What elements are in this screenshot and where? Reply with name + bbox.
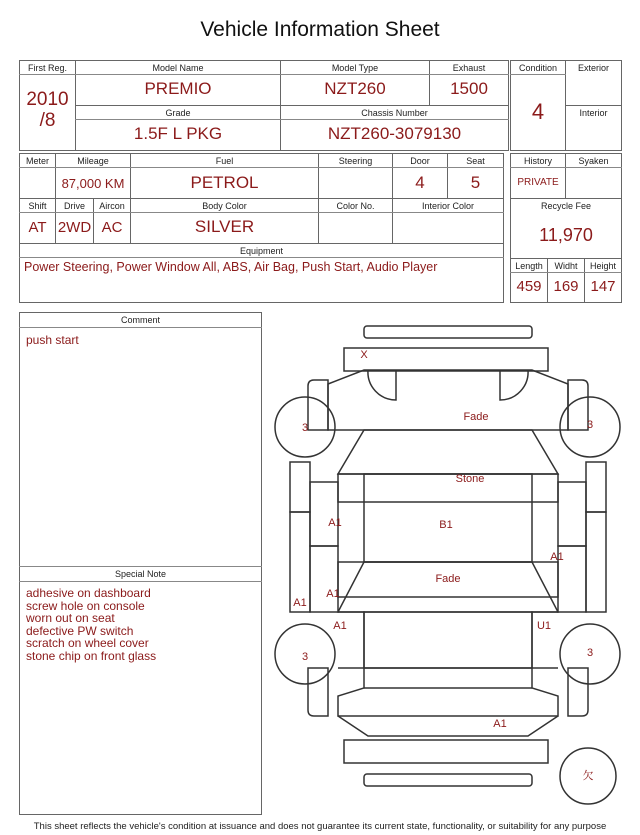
mark-wheel-rr: 3: [586, 419, 594, 431]
mark-rear-glass: Stone: [455, 473, 485, 485]
rear-bumper-top: [364, 326, 532, 338]
mark-left-rear-door: A1: [328, 517, 342, 529]
special-note-list: [26, 587, 156, 662]
special-note-item: screw hole on console: [26, 598, 145, 613]
model-name-value: PREMIO: [144, 79, 212, 98]
history-value: PRIVATE: [517, 177, 559, 188]
car-damage-diagram: [268, 312, 628, 817]
height-value: 147: [590, 278, 616, 295]
mark-wheel-rl: 3: [301, 422, 309, 434]
special-note-item: scratch on wheel cover: [26, 636, 149, 650]
mark-roof: B1: [439, 519, 453, 531]
mark-right-rear-door: A1: [550, 551, 564, 563]
mark-left-rocker: A1: [293, 597, 307, 609]
recycle-fee-value: 11,970: [539, 225, 593, 245]
mark-trunk: Fade: [463, 411, 489, 423]
front-bumper: [338, 716, 558, 736]
front-bumper-lower: [344, 740, 548, 763]
grade-value: 1.5F L PKG: [133, 124, 223, 143]
front-glass: [338, 562, 558, 612]
model-type-label: Model Type: [331, 63, 379, 73]
header-divider: [75, 74, 509, 75]
condition-label: Condition: [518, 63, 558, 73]
length-label: Length: [515, 261, 543, 271]
mileage-value: 87,000 KM: [61, 176, 125, 191]
comment-label: Comment: [120, 315, 160, 325]
mileage-label: Mileage: [77, 156, 109, 166]
special-note-item: defective PW switch: [26, 623, 134, 638]
width-label: Widht: [554, 261, 578, 271]
hood: [364, 612, 532, 668]
page-title: Vehicle Information Sheet: [200, 18, 440, 41]
special-note-item: stone chip on front glass: [26, 648, 157, 663]
roof-rear: [338, 474, 558, 502]
comment-text: push start: [26, 333, 79, 347]
disclaimer-footer: This sheet reflects the vehicle's condition at issuance and does not guarantee its current state, functionality, or suitability for any purpose: [33, 821, 607, 832]
mark-wheel-fl: 3: [301, 651, 309, 663]
header-divider: [510, 272, 622, 273]
header-divider: [75, 119, 509, 120]
fuel-value: PETROL: [190, 173, 259, 192]
meter-label: Meter: [25, 156, 49, 166]
drive-label: Drive: [63, 201, 85, 211]
front-bumper-bottom: [364, 774, 532, 786]
header-divider: [510, 74, 566, 75]
header-divider: [19, 257, 504, 258]
mark-rear-bumper: X: [360, 349, 368, 361]
rear-section: [328, 370, 568, 430]
door-value: 4: [415, 173, 425, 192]
front-nose: [338, 668, 558, 716]
length-value: 459: [516, 278, 542, 295]
right-front-fender: [568, 668, 588, 716]
interior-color-label: Interior Color: [421, 201, 475, 211]
left-rear-door: [310, 482, 338, 546]
mark-missing: 欠: [582, 770, 594, 782]
comment-panel: [19, 312, 262, 815]
aircon-value: AC: [101, 219, 123, 236]
door-label: Door: [410, 156, 430, 166]
seat-label: Seat: [466, 156, 485, 166]
exterior-label: Exterior: [577, 63, 609, 73]
right-rear-fender-top: [586, 462, 606, 512]
rear-glass: [338, 430, 558, 474]
steering-label: Steering: [338, 156, 373, 166]
header-divider: [19, 167, 504, 168]
recycle-fee-label: Recycle Fee: [540, 201, 592, 211]
syaken-label: Syaken: [578, 156, 609, 166]
roof: [364, 474, 532, 562]
height-label: Height: [589, 261, 616, 271]
exhaust-value: 1500: [450, 79, 488, 98]
special-note-item: adhesive on dashboard: [26, 586, 151, 600]
exhaust-label: Exhaust: [452, 63, 486, 73]
aircon-label: Aircon: [99, 201, 125, 211]
grade-label: Grade: [165, 108, 191, 118]
header-divider: [19, 327, 262, 328]
left-front-door: [310, 546, 338, 612]
header-divider: [19, 74, 76, 75]
chassis-number-label: Chassis Number: [361, 108, 428, 118]
header-divider: [19, 581, 262, 582]
mark-wheel-fr: 3: [586, 647, 594, 659]
shift-label: Shift: [28, 201, 47, 211]
right-rear-door: [558, 482, 586, 546]
body-color-label: Body Color: [202, 201, 247, 211]
mark-left-front-fender: A1: [333, 620, 347, 632]
divider: [19, 566, 262, 567]
drive-value: 2WD: [57, 219, 92, 236]
color-no-label: Color No.: [336, 201, 375, 211]
mark-right-front-fender: U1: [536, 620, 552, 632]
special-note-label: Special Note: [114, 569, 167, 579]
right-rear-quarter: [568, 380, 588, 430]
equipment-value: Power Steering, Power Window All, ABS, Air Bag, Push Start, Audio Player: [24, 260, 438, 274]
chassis-number-value: NZT260-3079130: [327, 124, 462, 143]
first-reg-value: 2010 /8: [26, 89, 69, 131]
equipment-label: Equipment: [239, 246, 284, 256]
header-divider: [510, 167, 622, 168]
body-color-value: SILVER: [194, 217, 255, 236]
interior-label: Interior: [579, 108, 608, 118]
right-rocker: [586, 512, 606, 612]
model-name-label: Model Name: [152, 63, 204, 73]
rear-left-lamp: [368, 370, 396, 400]
header-divider: [19, 212, 504, 213]
model-type-value: NZT260: [324, 79, 386, 98]
condition-value: 4: [531, 99, 545, 124]
mark-front-bumper: A1: [493, 718, 507, 730]
rear-right-lamp: [500, 370, 528, 400]
mark-left-front-door: A1: [326, 588, 340, 600]
left-front-fender: [308, 668, 328, 716]
mark-hood-area: Fade: [435, 573, 461, 585]
special-note-item: worn out on seat: [26, 611, 115, 625]
fuel-label: Fuel: [215, 156, 234, 166]
width-value: 169: [553, 278, 579, 295]
first-reg-label: First Reg.: [27, 63, 67, 73]
rear-bumper: [344, 348, 548, 371]
seat-value: 5: [470, 173, 481, 192]
left-rear-fender-top: [290, 462, 310, 512]
shift-value: AT: [28, 219, 47, 236]
history-label: History: [523, 156, 552, 166]
